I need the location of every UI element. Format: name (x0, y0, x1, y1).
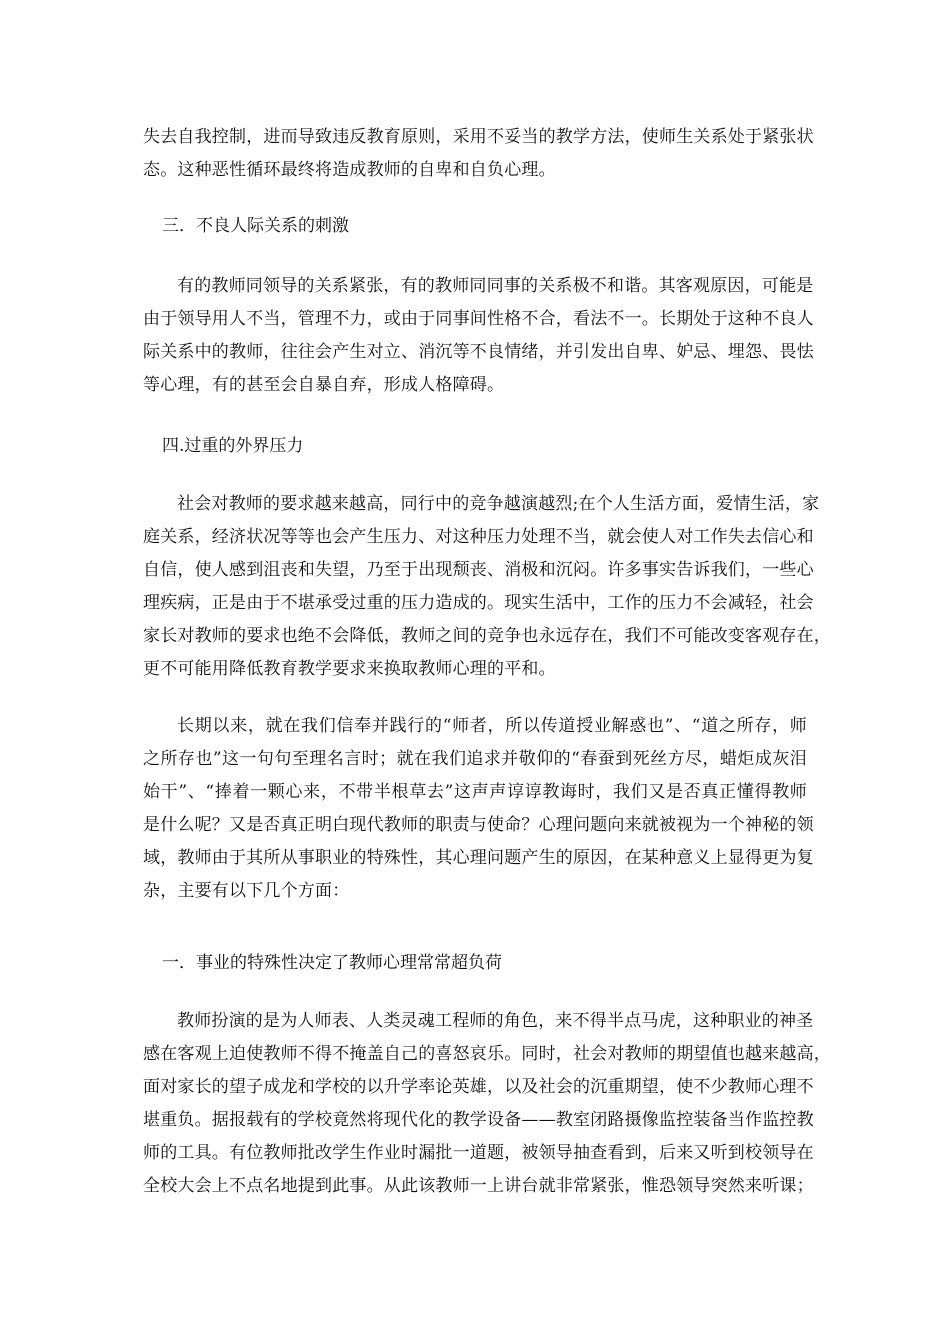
paragraph-2 (143, 270, 814, 402)
paragraph-line: 等心理，有的甚至会自暴自弃，形成人格障碍。 (143, 375, 505, 395)
paragraph-line: 理疾病，正是由于不堪承受过重的压力造成的。现实生活中，工作的压力不会减轻，社会 (143, 593, 814, 613)
paragraph-line: 社会对教师的要求越来越高，同行中的竞争越演越烈;在个人生活方面，爱情生活，家 (177, 494, 820, 514)
paragraph-line: 是什么呢？又是否真正明白现代教师的职责与使命？心理问题向来就被视为一个神秘的领 (143, 815, 814, 835)
paragraph-line: 堪重负。据报载有的学校竟然将现代化的教学设备——教室闭路摄像监控装备当作监控教 (143, 1110, 814, 1130)
paragraph-line: 教师扮演的是为人师表、人类灵魂工程师的角色，来不得半点马虎，这种职业的神圣 (177, 1011, 814, 1031)
paragraph-line: 师的工具。有位教师批改学生作业时漏批一道题，被领导抽查看到，后来又听到校领导在 (143, 1143, 814, 1163)
paragraph-line: 有的教师同领导的关系紧张，有的教师同同事的关系极不和谐。其客观原因，可能是 (177, 276, 814, 296)
paragraph-line: 由于领导用人不当，管理不力，或由于同事间性格不合，看法不一。长期处于这种不良人 (143, 309, 814, 329)
paragraph-4 (143, 710, 814, 908)
paragraph-line: 家长对教师的要求也绝不会降低，教师之间的竞争也永远存在，我们不可能改变客观存在， (143, 626, 831, 646)
paragraph-line: 始干”、“捧着一颗心来，不带半根草去”这声声谆谆教诲时，我们又是否真正懂得教师 (143, 782, 807, 802)
section-heading-1: 一．事业的特殊性决定了教师心理常常超负荷 (162, 953, 502, 973)
paragraph-line: 杂，主要有以下几个方面： (143, 881, 350, 901)
paragraph-line: 更不可能用降低教育教学要求来换取教师心理的平和。 (143, 659, 556, 679)
paragraph-line: 态。这种恶性循环最终将造成教师的自卑和自负心理。 (143, 160, 556, 180)
paragraph-line: 自信，使人感到沮丧和失望，乃至于出现颓丧、消极和沉闷。许多事实告诉我们，一些心 (143, 560, 814, 580)
paragraph-3 (143, 488, 831, 686)
paragraph-line: 之所存也”这一句句至理名言时；就在我们追求并敬仰的“春蚕到死丝方尽，蜡炬成灰泪 (143, 749, 807, 769)
paragraph-line: 长期以来，就在我们信奉并践行的“师者，所以传道授业解惑也”、“道之所存，师 (177, 716, 807, 736)
section-heading-3: 三．不良人际关系的刺激 (162, 216, 349, 236)
paragraph-1 (143, 121, 814, 187)
paragraph-line: 感在客观上迫使教师不得不掩盖自己的喜怒哀乐。同时，社会对教师的期望值也越来越高， (143, 1044, 831, 1064)
paragraph-line: 庭关系，经济状况等等也会产生压力、对这种压力处理不当，就会使人对工作失去信心和 (143, 527, 814, 547)
paragraph-5 (143, 1005, 831, 1203)
paragraph-line: 域，教师由于其所从事职业的特殊性，其心理问题产生的原因，在某种意义上显得更为复 (143, 848, 814, 868)
section-heading-4: 四.过重的外界压力 (162, 436, 304, 456)
paragraph-line: 面对家长的望子成龙和学校的以升学率论英雄，以及社会的沉重期望，使不少教师心理不 (143, 1077, 814, 1097)
paragraph-line: 失去自我控制，进而导致违反教育原则，采用不妥当的教学方法，使师生关系处于紧张状 (143, 127, 814, 147)
paragraph-line: 际关系中的教师，往往会产生对立、消沉等不良情绪，并引发出自卑、妒忌、埋怨、畏怯 (143, 342, 814, 362)
paragraph-line: 全校大会上不点名地提到此事。从此该教师一上讲台就非常紧张，惟恐领导突然来听课； (143, 1176, 814, 1196)
